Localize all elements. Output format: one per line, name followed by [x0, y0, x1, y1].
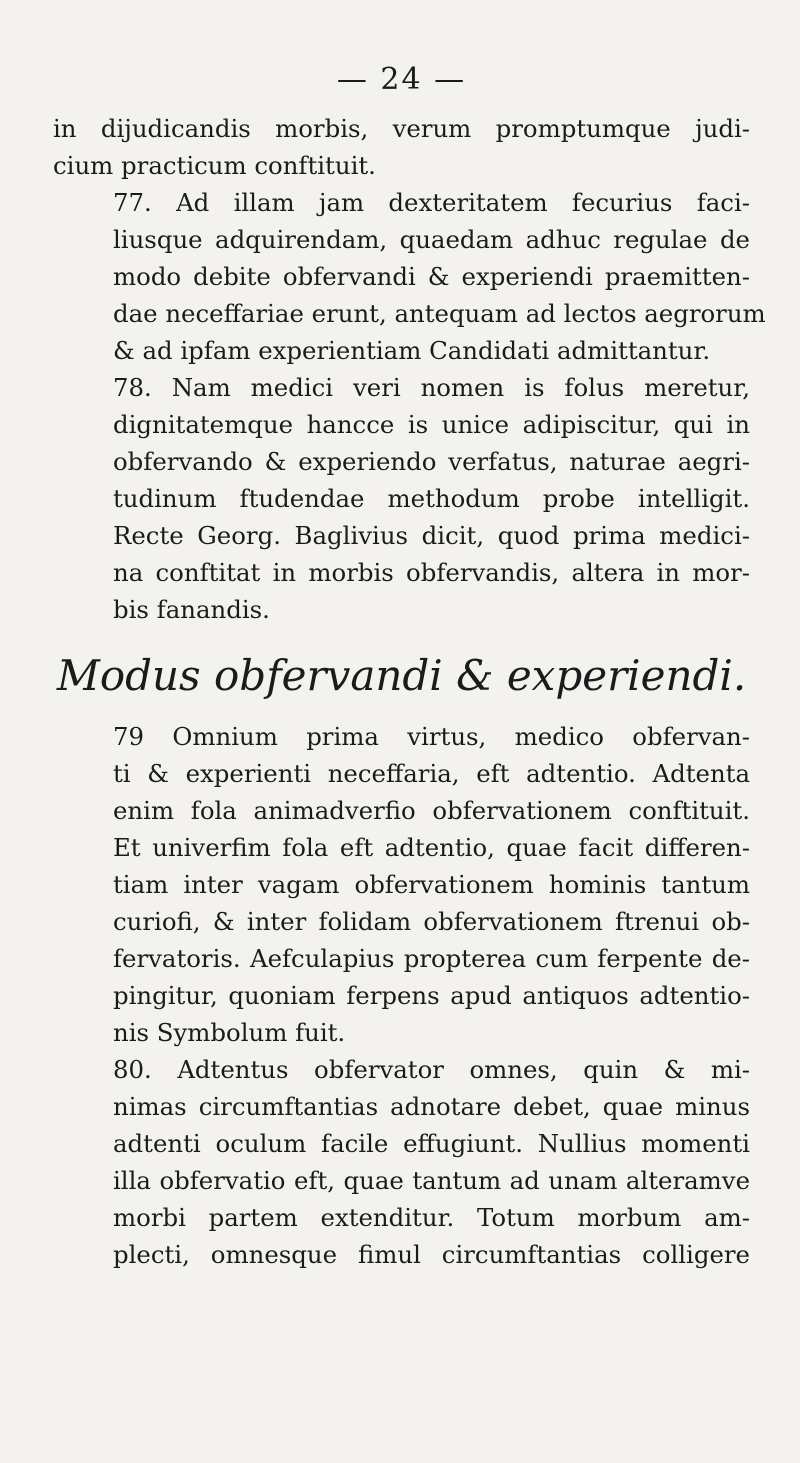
text-line: nis Symbolum fuit.: [113, 1018, 346, 1047]
text-line: in dijudicandis morbis, verum promptumque judi-: [53, 114, 750, 143]
text-line: tiam inter vagam obfervationem hominis tantum: [113, 870, 750, 899]
page-number: — 24 —: [336, 62, 467, 97]
text-line: liusque adquirendam, quaedam adhuc regulae de: [113, 225, 750, 254]
text-line: nimas circumftantias adnotare debet, quae minus: [113, 1092, 750, 1121]
paragraph-80: [53, 1051, 750, 1273]
text-line: illa obfervatio eft, quae tantum ad unam alteramve: [113, 1166, 750, 1195]
body-text-top: [53, 110, 766, 628]
text-line: curiofi, & inter folidam obfervationem ftrenui ob-: [113, 907, 750, 936]
text-line: plecti, omnesque fimul circumftantias colligere: [113, 1240, 750, 1269]
text-line: ti & experienti neceffaria, eft adtentio. Adtenta: [113, 759, 750, 788]
text-line: 78. Nam medici veri nomen is folus meretur,: [113, 373, 750, 402]
text-line: morbi partem extenditur. Totum morbum am-: [113, 1203, 750, 1232]
text-line: pingitur, quoniam ferpens apud antiquos adtentio-: [113, 981, 750, 1010]
text-line: obfervando & experiendo verfatus, naturae aegri-: [113, 447, 750, 476]
text-line: dae neceffariae erunt, antequam ad lectos aegrorum: [113, 299, 766, 328]
text-line: & ad ipfam experientiam Candidati admittantur.: [113, 336, 711, 365]
paragraph-79: [53, 718, 750, 1051]
text-line: fervatoris. Aefculapius propterea cum ferpente de-: [113, 944, 750, 973]
text-line: 79 Omnium prima virtus, medico obfervan-: [113, 722, 750, 751]
text-line: na conftitat in morbis obfervandis, altera in mor-: [113, 558, 750, 587]
paragraph-intro: [53, 110, 750, 184]
text-line: 80. Adtentus obfervator omnes, quin & mi-: [113, 1055, 750, 1084]
paragraph-77: [53, 184, 766, 369]
text-line: modo debite obfervandi & experiendi praemitten-: [113, 262, 750, 291]
text-line: adtenti oculum facile effugiunt. Nullius momenti: [113, 1129, 750, 1158]
text-line: bis fanandis.: [113, 595, 270, 624]
text-line: 77. Ad illam jam dexteritatem fecurius faci-: [113, 188, 750, 217]
body-text-bottom: [53, 718, 750, 1273]
section-heading: Modus obfervandi & experiendi.: [56, 651, 747, 700]
text-line: dignitatemque hancce is unice adipiscitur, qui in: [113, 410, 750, 439]
text-line: enim fola animadverfio obfervationem conftituit.: [113, 796, 750, 825]
paragraph-78: [53, 369, 750, 628]
text-line: tudinum ftudendae methodum probe intelligit.: [113, 484, 750, 513]
text-line: Recte Georg. Baglivius dicit, quod prima medici-: [113, 521, 750, 550]
text-line: cium practicum conftituit.: [53, 151, 376, 180]
text-line: Et univerfim fola eft adtentio, quae facit differen-: [113, 833, 750, 862]
